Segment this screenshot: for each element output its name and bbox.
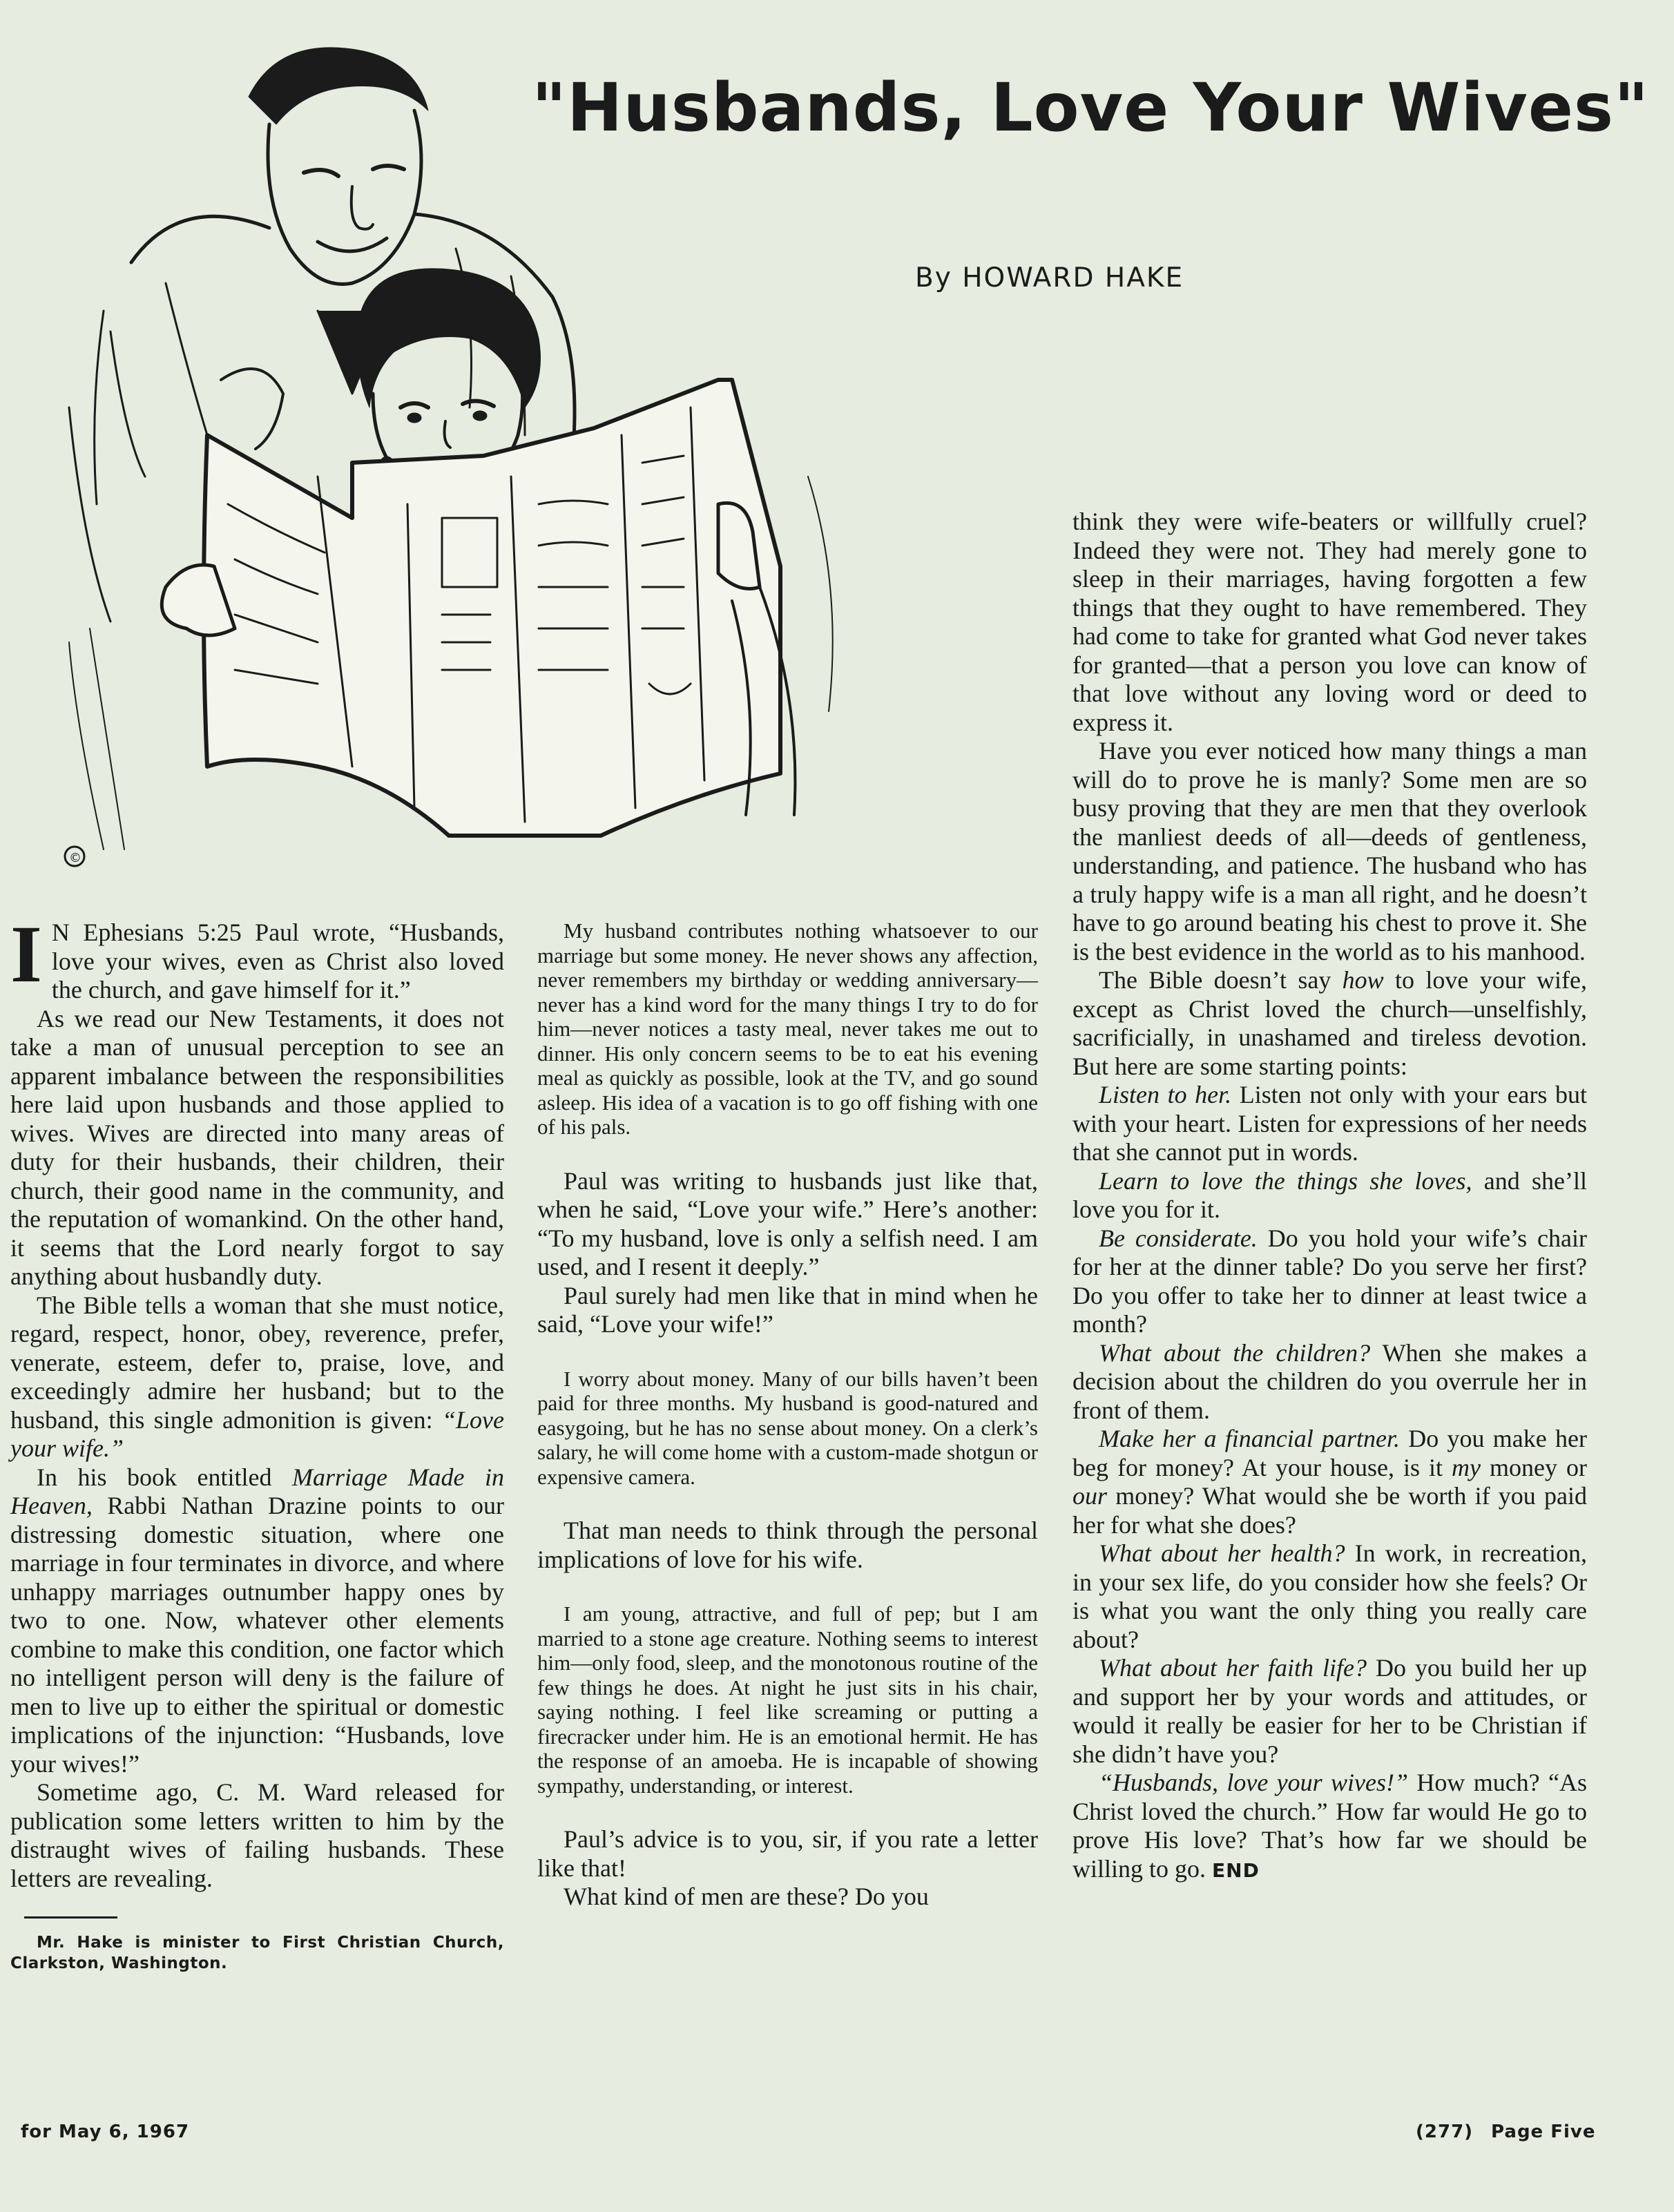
paragraph: What about the children? When she makes a decision about the children do you overrule her in front of them. xyxy=(1072,1338,1588,1424)
quoted-letter: I worry about money. Many of our bills haven’t been paid for three months. My husband is good-natured and easygoing, but he has no sense about money. On a clerk’s salary, he will come home with a custom-made shotgun or expensive camera. xyxy=(537,1366,1038,1489)
issue-date: for May 6, 1967 xyxy=(21,2122,190,2142)
end-mark: END xyxy=(1212,1858,1260,1882)
paragraph: Paul surely had men like that in mind when he said, “Love your wife!” xyxy=(537,1281,1038,1338)
page-label: Page Five xyxy=(1491,2122,1596,2142)
column-1 xyxy=(10,909,504,1974)
paragraph: Listen to her. Listen not only with your ears but with your heart. Listen for expressions of her needs that she cannot put in words. xyxy=(1072,1081,1587,1166)
paragraph: What about her health? In work, in recreation, in your sex life, do you consider how she feels? Or is what you want the only thing you really care about? xyxy=(1072,1539,1588,1653)
byline: By HOWARD HAKE xyxy=(915,262,1184,294)
paragraph: Paul was writing to husbands just like that, when he said, “Love your wife.” Here’s another: “To my husband, love is only a selfish need. I am used, and I resent it deeply.” xyxy=(537,1166,1038,1280)
footnote-divider xyxy=(24,1916,117,1918)
man-and-woman-reading-newspaper-illustration xyxy=(28,21,981,884)
paragraph: “Husbands, love your wives!” How much? “As Christ loved the church.” How far would He go to prove His love? That’s how far we should be willing to go. END xyxy=(1072,1769,1587,1883)
paragraph: think they were wife-beaters or willfully cruel? Indeed they were not. They had merely gone to sleep in their marriages, having forgotten a few things that they ought to have remembered. They had come to take for granted what God never takes for granted—that a person you love can know of that love without any loving word or deed to express it. xyxy=(1072,508,1587,736)
paragraph: As we read our New Testaments, it does not take a man of unusual perception to see an apparent imbalance between the responsibilities here laid upon husbands and those applied to wives. Wives are directed into many areas of duty for their husbands, their children, their church, their good name in the community, and the reputation of womankind. On the other hand, it seems that the Lord nearly forgot to say anything about husbandly duty. xyxy=(10,1004,504,1290)
paragraph: In his book entitled Marriage Made in Heaven, Rabbi Nathan Drazine points to our distressing domestic situation, where one marriage in four terminates in divorce, and where unhappy marriages outnumber happy ones by two to one. Now, whatever other elements combine to make this condition, one factor which no intelligent person will deny is the failure of men to live up to either the spiritual or domestic implications of the injunction: “Husbands, love your wives!” xyxy=(10,1463,504,1778)
paragraph: The Bible tells a woman that she must notice, regard, respect, honor, obey, reverence, prefer, venerate, esteem, defer to, praise, love, and exceedingly admire her husband; but to the husband, this single admonition is given: “Love your wife.” xyxy=(10,1291,504,1462)
page-code: (277) xyxy=(1416,2122,1474,2142)
paragraph: Learn to love the things she loves, and she’ll love you for it. xyxy=(1072,1166,1588,1223)
column-3 xyxy=(1072,508,1587,1885)
paragraph: Sometime ago, C. M. Ward released for publication some letters written to him by the distraught wives of failing husbands. These letters are revealing. xyxy=(10,1778,504,1892)
article-title: "Husbands, Love Your Wives" xyxy=(532,69,1650,146)
paragraph: The Bible doesn’t say how to love your wife, except as Christ loved the church—unselfishly, sacrificially, in unashamed and tireless devotion. But here are some starting points: xyxy=(1072,966,1588,1080)
paragraph: Be considerate. Do you hold your wife’s chair for her at the dinner table? Do you serve her first? Do you offer to take her to dinner at least twice a month? xyxy=(1072,1224,1587,1338)
paragraph: Have you ever noticed how many things a man will do to prove he is manly? Some men are so busy proving that they are men that they overlook the manliest deeds of all—deeds of gentleness, understanding, and patience. The husband who has a truly happy wife is a man all right, and he doesn’t have to go around beating his chest to prove it. She is the best evidence in the world as to his manhood. xyxy=(1072,737,1587,965)
author-footnote: Mr. Hake is minister to First Christian Church, Clarkston, Washington. xyxy=(10,1934,504,1972)
paragraph: Paul’s advice is to you, sir, if you rate a letter like that! xyxy=(537,1825,1038,1882)
copyright-mark: © xyxy=(69,851,81,865)
paragraph: That man needs to think through the personal implications of love for his wife. xyxy=(537,1517,1038,1573)
page-folio xyxy=(1416,2122,1596,2142)
quoted-letter: I am young, attractive, and full of pep; but I am married to a stone age creature. Nothing seems to interest him—only food, sleep, and the monotonous routine of the few things he does. At night he just sits in his chair, saying nothing. I feel like screaming or putting a firecracker under him. He is an emotional hermit. He has the response of an amoeba. He is incapable of showing sympathy, understanding, or interest. xyxy=(537,1602,1038,1798)
opening-paragraph: I N Ephesians 5:25 Paul wrote, “Husbands, love your wives, even as Christ also loved the church, and gave himself for it.” xyxy=(10,909,504,1003)
drop-cap: I xyxy=(10,909,42,999)
paragraph: What kind of men are these? Do you xyxy=(564,1883,929,1910)
column-2 xyxy=(537,919,1038,1912)
paragraph: What about her faith life? Do you build her up and support her by your words and attitudes, or would it really be easier for her to be Christian if she didn’t have you? xyxy=(1072,1654,1587,1768)
quoted-letter: My husband contributes nothing whatsoever to our marriage but some money. He never shows any affection, never remembers my birthday or wedding anniversary—never has a kind word for the many things I try to do for him—never notices a tasty meal, never takes me out to dinner. His only concern seems to be to eat his evening meal as quickly as possible, look at the TV, and go sound asleep. His idea of a vacation is to go off fishing with one of his pals. xyxy=(537,919,1038,1139)
paragraph: Make her a financial partner. Do you make her beg for money? At your house, is it my money or our money? What would she be worth if you paid her for what she does? xyxy=(1072,1425,1588,1539)
